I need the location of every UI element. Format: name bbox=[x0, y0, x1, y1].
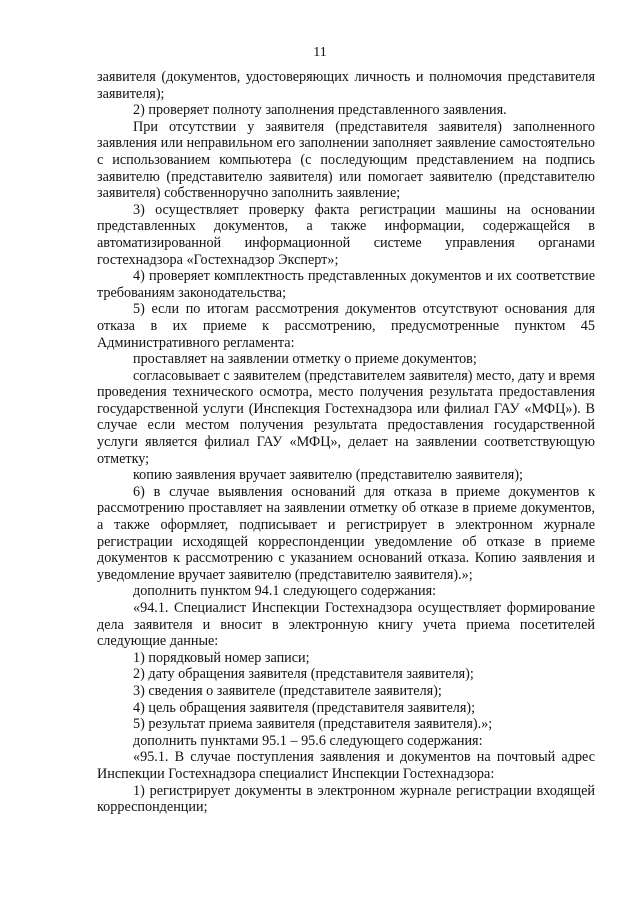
paragraph-16: 4) цель обращения заявителя (представителя заявителя); bbox=[133, 699, 476, 716]
paragraph-14: 2) дату обращения заявителя (представителя заявителя); bbox=[133, 666, 474, 683]
paragraph-13: 1) порядковый номер записи; bbox=[133, 649, 310, 666]
paragraph-20: 1) регистрирует документы в электронном журнале регистрации входящей корреспонденции; bbox=[97, 782, 595, 816]
paragraph-12: «94.1. Специалист Инспекции Гостехнадзора осуществляет формирование дела заявителя и вносит в электронную книгу учета приема посетителей следующие данные: bbox=[97, 600, 595, 650]
paragraph-18: дополнить пунктами 95.1 – 95.6 следующего содержания: bbox=[133, 732, 483, 749]
paragraph-2: 2) проверяет полноту заполнения представленного заявления. bbox=[133, 102, 507, 119]
page-number: 11 bbox=[313, 45, 327, 60]
paragraph-11: дополнить пунктом 94.1 следующего содержания: bbox=[133, 583, 437, 600]
paragraph-15: 3) сведения о заявителе (представителе заявителя); bbox=[133, 682, 442, 699]
paragraph-1: заявителя (документов, удостоверяющих личность и полномочия представителя заявителя); bbox=[97, 69, 595, 102]
paragraph-10: 6) в случае выявления оснований для отказа в приеме документов к рассмотрению проставляет на заявлении отметку об отказе в приеме документов, а также оформляет, подписывает и регистрирует в электронном журнале регистрации исходящей корреспонденции уведомление об отказе в приеме документов к рассмотрению с указанием оснований отказа. Копию заявления и уведомление вручает заявителю (представителю заявителя).»; bbox=[97, 483, 595, 583]
paragraph-6: 5) если по итогам рассмотрения документов отсутствуют основания для отказа в их приеме к рассмотрению, предусмотренные пунктом 45 Административного регламента: bbox=[97, 301, 595, 351]
paragraph-17: 5) результат приема заявителя (представителя заявителя).»; bbox=[133, 716, 493, 733]
paragraph-7: проставляет на заявлении отметку о приеме документов; bbox=[133, 351, 477, 368]
paragraph-4: 3) осуществляет проверку факта регистрации машины на основании представленных документов, а также информации, содержащейся в автоматизированной информационной системе управления органами гостехнадзора «Гостехнадзор Эксперт»; bbox=[97, 201, 595, 268]
paragraph-3: При отсутствии у заявителя (представителя заявителя) заполненного заявления или неправильном его заполнении заполняет заявление самостоятельно с использованием компьютера (с последующим представлением на подпись заявителю (представителю заявителя) или помогает заявителю (представителю заявителя) собственноручно заполнить заявление; bbox=[97, 118, 595, 202]
paragraph-19: «95.1. В случае поступления заявления и документов на почтовый адрес Инспекции Гостехнадзора специалист Инспекции Гостехнадзора: bbox=[97, 749, 595, 782]
paragraph-8: согласовывает с заявителем (представителем заявителя) место, дату и время проведения технического осмотра, место получения результата предоставления государственной услуги (Инспекция Гостехнадзора или филиал ГАУ «МФЦ»). В случае если местом получения результата предоставления государственной услуги является филиал ГАУ «МФЦ», делает на заявлении соответствующую отметку; bbox=[97, 367, 595, 467]
body-text bbox=[97, 69, 595, 816]
paragraph-9: копию заявления вручает заявителю (представителю заявителя); bbox=[133, 467, 523, 484]
paragraph-5: 4) проверяет комплектность представленных документов и их соответствие требованиям законодательства; bbox=[97, 268, 595, 301]
